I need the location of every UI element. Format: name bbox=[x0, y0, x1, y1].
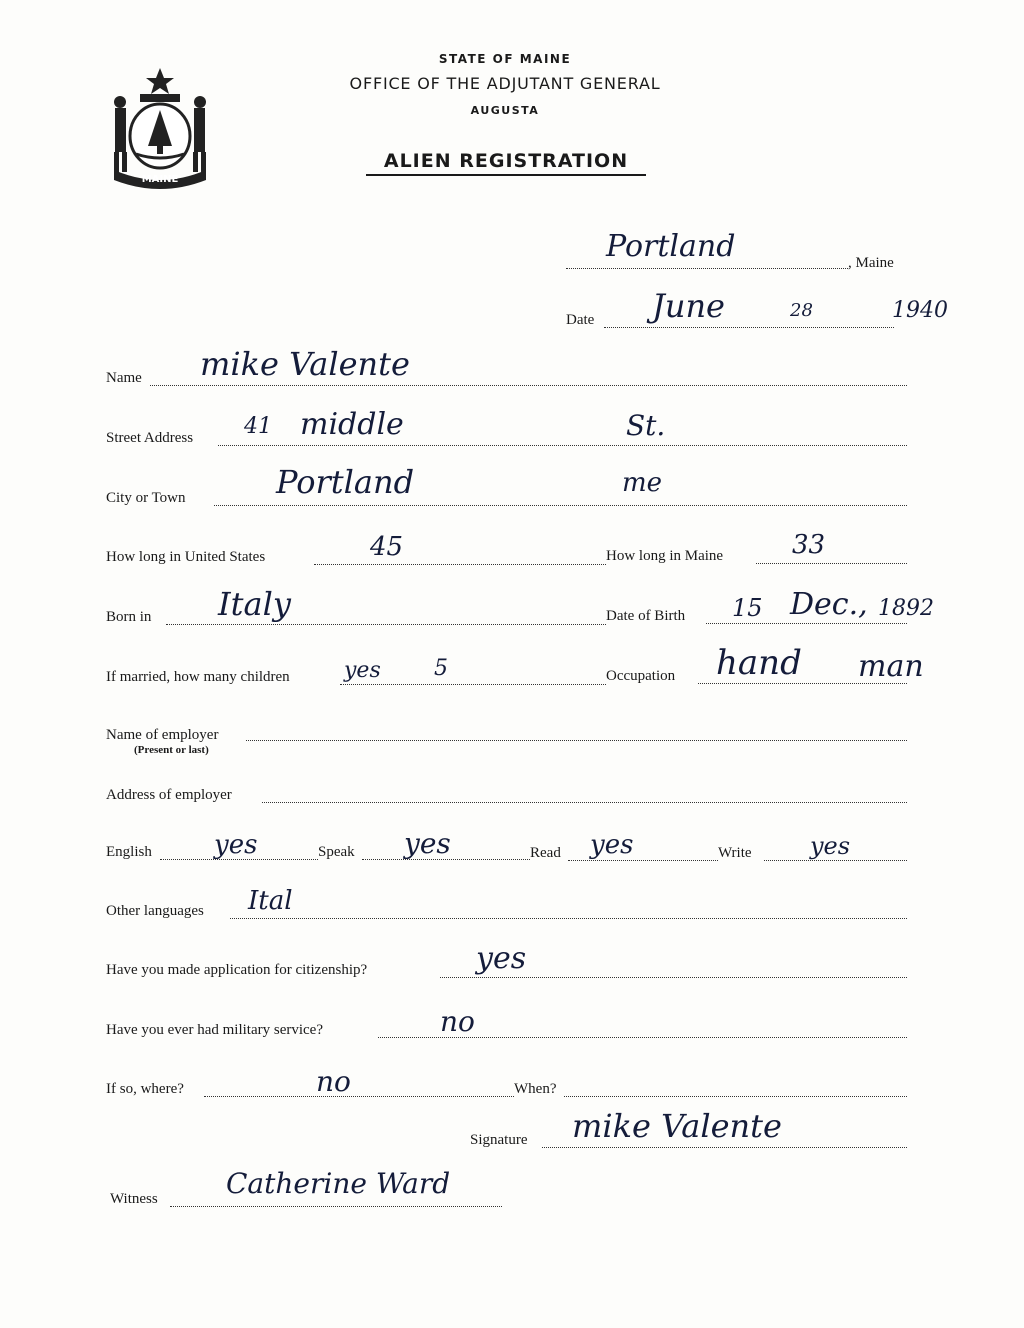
state-heading: STATE OF MAINE bbox=[438, 52, 572, 66]
born-in-label: Born in bbox=[106, 609, 152, 625]
how-long-maine-field bbox=[756, 563, 907, 564]
occupation-value-2: man bbox=[858, 649, 924, 684]
date-month-value: June bbox=[652, 287, 725, 325]
read-label: Read bbox=[530, 845, 561, 861]
employer-name-field bbox=[246, 740, 907, 741]
occupation-label: Occupation bbox=[606, 668, 676, 684]
witness-value: Catherine Ward bbox=[226, 1167, 451, 1200]
street-field bbox=[218, 445, 907, 446]
street-suffix-value: St. bbox=[626, 409, 666, 442]
witness-field bbox=[170, 1206, 502, 1207]
how-long-us-field bbox=[314, 564, 606, 565]
where-label: If so, where? bbox=[106, 1081, 184, 1097]
dob-label: Date of Birth bbox=[606, 608, 686, 624]
how-long-maine-value: 33 bbox=[792, 530, 826, 560]
other-languages-field bbox=[230, 918, 907, 919]
employer-address-label: Address of employer bbox=[106, 787, 232, 803]
occupation-value-1: hand bbox=[716, 643, 802, 683]
place-value: Portland bbox=[606, 229, 736, 264]
write-value: yes bbox=[810, 832, 851, 860]
date-label: Date bbox=[566, 312, 595, 328]
name-label: Name bbox=[106, 370, 142, 386]
street-label: Street Address bbox=[106, 430, 194, 446]
how-long-maine-label: How long in Maine bbox=[606, 548, 724, 564]
signature-value: mike Valente bbox=[572, 1107, 782, 1145]
how-long-us-label: How long in United States bbox=[106, 549, 266, 565]
employer-name-sublabel: (Present or last) bbox=[134, 744, 209, 756]
street-number-value: 41 bbox=[244, 414, 272, 439]
married-field bbox=[340, 684, 606, 685]
born-in-field bbox=[166, 624, 606, 625]
other-languages-label: Other languages bbox=[106, 903, 204, 919]
born-in-value: Italy bbox=[218, 585, 291, 623]
dob-field bbox=[706, 623, 907, 624]
write-label: Write bbox=[718, 845, 752, 861]
military-label: Have you ever had military service? bbox=[106, 1022, 323, 1038]
witness-label: Witness bbox=[110, 1191, 158, 1207]
when-label: When? bbox=[514, 1081, 557, 1097]
citizenship-value: yes bbox=[476, 941, 527, 976]
read-field bbox=[568, 860, 718, 861]
speak-label: Speak bbox=[318, 844, 355, 860]
date-year-value: 1940 bbox=[892, 298, 948, 323]
where-value: no bbox=[316, 1065, 351, 1098]
name-value: mike Valente bbox=[200, 345, 410, 383]
employer-address-field bbox=[262, 802, 907, 803]
where-field bbox=[204, 1096, 514, 1097]
citizenship-field bbox=[440, 977, 907, 978]
english-label: English bbox=[106, 844, 152, 860]
signature-field bbox=[542, 1147, 907, 1148]
city-field bbox=[214, 505, 907, 506]
when-field bbox=[564, 1096, 907, 1097]
office-heading: OFFICE OF THE ADJUTANT GENERAL bbox=[349, 74, 661, 93]
state-value: me bbox=[622, 468, 663, 498]
dob-month-value: Dec., bbox=[790, 587, 868, 622]
read-value: yes bbox=[590, 830, 634, 860]
children-value: 5 bbox=[434, 656, 448, 681]
citizenship-label: Have you made application for citizenship? bbox=[106, 962, 368, 978]
form-title: ALIEN REGISTRATION bbox=[366, 150, 646, 176]
military-value: no bbox=[440, 1005, 475, 1038]
how-long-us-value: 45 bbox=[370, 532, 404, 562]
maine-label: , Maine bbox=[848, 255, 894, 271]
name-field bbox=[150, 385, 907, 386]
date-field bbox=[604, 327, 894, 328]
employer-name-label: Name of employer bbox=[106, 727, 219, 743]
married-value: yes bbox=[344, 658, 381, 683]
city-label: City or Town bbox=[106, 490, 186, 506]
other-languages-value: Ital bbox=[248, 886, 293, 916]
date-day-value: 28 bbox=[790, 300, 813, 321]
english-value: yes bbox=[214, 830, 258, 860]
married-label: If married, how many children bbox=[106, 669, 290, 685]
place-field bbox=[566, 268, 848, 269]
street-name-value: middle bbox=[300, 407, 404, 442]
dob-day-value: 15 bbox=[732, 594, 763, 622]
write-field bbox=[764, 860, 907, 861]
signature-label: Signature bbox=[470, 1132, 528, 1148]
city-heading: AUGUSTA bbox=[470, 104, 540, 117]
dob-year-value: 1892 bbox=[878, 596, 934, 621]
speak-value: yes bbox=[404, 827, 451, 860]
city-value: Portland bbox=[276, 463, 415, 501]
seal-text: MAINE bbox=[141, 174, 179, 185]
